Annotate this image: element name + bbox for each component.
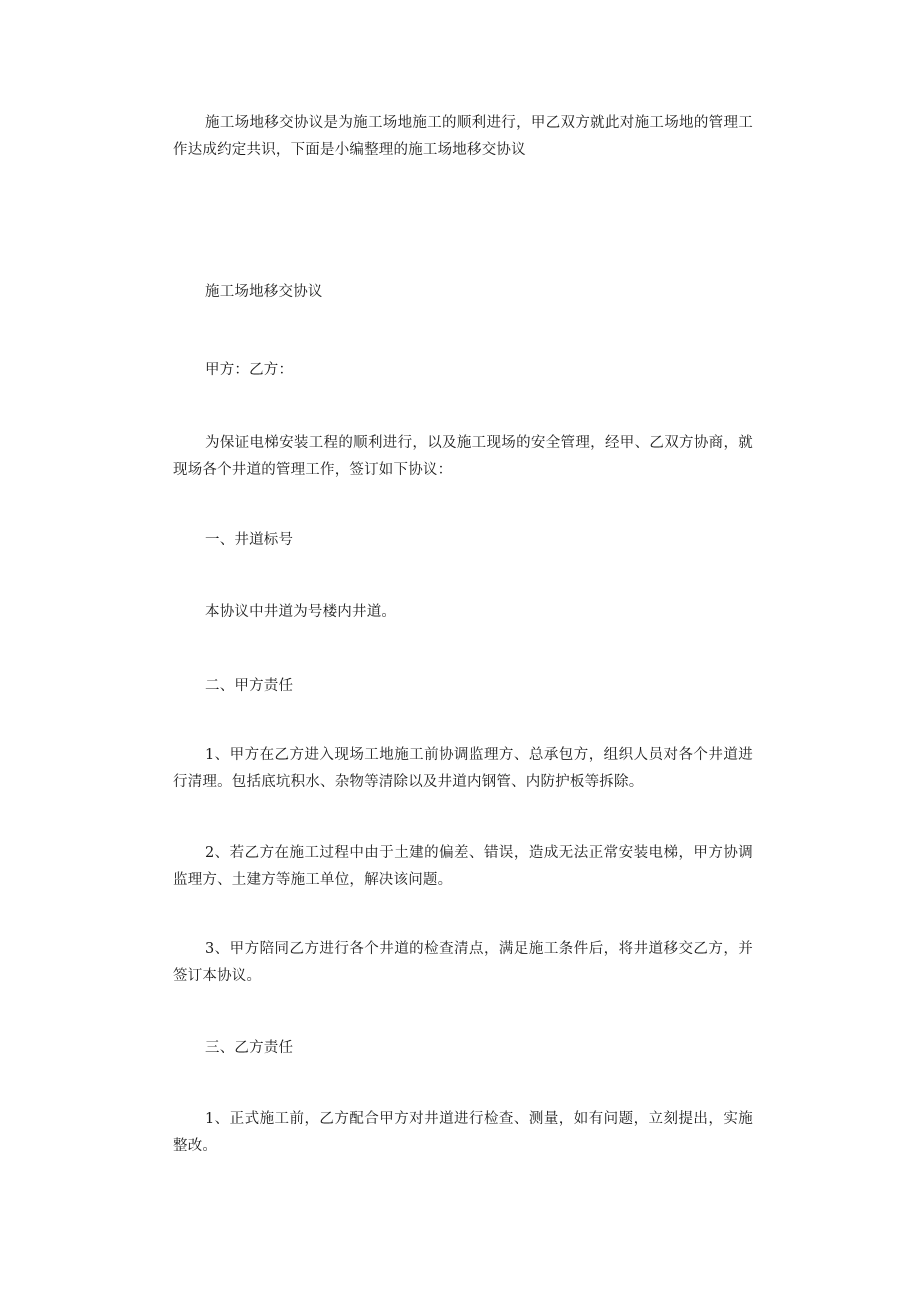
parties-line: 甲方：乙方：	[205, 362, 294, 378]
intro-paragraph: 施工场地移交协议是为施工场地施工的顺利进行，甲乙双方就此对施工场地的管理工作达成约定共识，下面是小编整理的施工场地移交协议	[173, 115, 753, 158]
section2-item-3: 3、甲方陪同乙方进行各个井道的检查清点，满足施工条件后，将井道移交乙方，并签订本协议。	[173, 941, 753, 984]
section2-item-2: 2、若乙方在施工过程中由于土建的偏差、错误，造成无法正常安装电梯，甲方协调监理方、土建方等施工单位，解决该问题。	[173, 845, 753, 888]
section3-item-1: 1、正式施工前，乙方配合甲方对井道进行检查、测量，如有问题，立刻提出，实施整改。	[173, 1111, 753, 1154]
section2-item-1: 1、甲方在乙方进入现场工地施工前协调监理方、总承包方，组织人员对各个井道进行清理。包括底坑积水、杂物等清除以及井道内钢管、内防护板等拆除。	[173, 747, 753, 790]
section1-body: 本协议中井道为号楼内井道。	[205, 604, 397, 620]
preamble-paragraph: 为保证电梯安装工程的顺利进行，以及施工现场的安全管理，经甲、乙双方协商，就现场各个井道的管理工作，签订如下协议：	[173, 435, 753, 478]
document-title: 施工场地移交协议	[205, 284, 323, 300]
section2-heading: 二、甲方责任	[205, 678, 294, 694]
section1-heading: 一、井道标号	[205, 532, 294, 548]
section3-heading: 三、乙方责任	[205, 1040, 294, 1056]
